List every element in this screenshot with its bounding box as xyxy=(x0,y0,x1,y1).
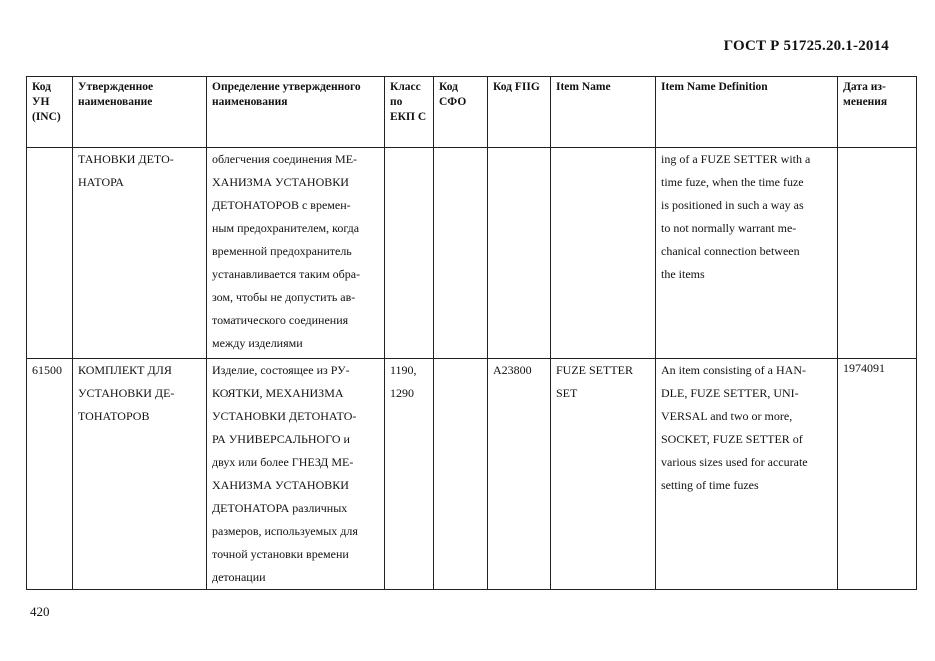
cell-definition xyxy=(207,148,385,359)
cell-item-name-definition xyxy=(656,148,838,359)
col-header-sfo: Код СФО xyxy=(434,77,488,148)
text-line: двух или более ГНЕЗД МЕ- xyxy=(212,455,354,469)
text-line: the items xyxy=(661,267,705,281)
text-line: детонации xyxy=(212,570,266,584)
classification-table xyxy=(26,76,917,590)
cell-class xyxy=(385,359,434,590)
text-line: УСТАНОВКИ ДЕ- xyxy=(78,386,175,400)
text-line: time fuze, when the time fuze xyxy=(661,175,804,189)
text-line: устанавливается таким обра- xyxy=(212,267,361,281)
cell-sfo xyxy=(434,148,488,359)
col-header-approved-name: Утвержденное наименование xyxy=(73,77,207,148)
text-line: An item consisting of a HAN- xyxy=(661,363,806,377)
text-line: FUZE SETTER xyxy=(556,363,633,377)
table-row xyxy=(27,359,917,590)
col-header-inc: Код УН (INC) xyxy=(27,77,73,148)
text-line: размеров, используемых для xyxy=(212,524,358,538)
text-line: VERSAL and two or more, xyxy=(661,409,793,423)
text-line: КОМПЛЕКТ ДЛЯ xyxy=(78,363,172,377)
col-header-fiig: Код FIIG xyxy=(488,77,551,148)
text-line: КОЯТКИ, МЕХАНИЗМА xyxy=(212,386,344,400)
text-line: various sizes used for accurate xyxy=(661,455,808,469)
text-line: setting of time fuzes xyxy=(661,478,759,492)
cell-sfo xyxy=(434,359,488,590)
page-number: 420 xyxy=(30,604,50,619)
text-line: между изделиями xyxy=(212,336,303,350)
text-line: ДЕТОНАТОРА различных xyxy=(212,501,348,515)
table-row xyxy=(27,148,917,359)
text-line: ДЕТОНАТОРОВ с времен- xyxy=(212,198,351,212)
change-date: 1974091 xyxy=(843,361,885,375)
text-line: ХАНИЗМА УСТАНОВКИ xyxy=(212,175,349,189)
text-line: chanical connection between xyxy=(661,244,800,258)
cell-change-date xyxy=(838,148,917,359)
text-line: ТАНОВКИ ДЕТО- xyxy=(78,152,174,166)
text-line: 1190, xyxy=(390,363,417,377)
cell-item-name-definition xyxy=(656,359,838,590)
text-line: УСТАНОВКИ ДЕТОНАТО- xyxy=(212,409,357,423)
col-header-change-date: Дата из-менения xyxy=(838,77,917,148)
cell-inc xyxy=(27,148,73,359)
cell-change-date xyxy=(838,359,917,590)
col-header-item-name-definition: Item Name Definition xyxy=(656,77,838,148)
text-line: томатического соединения xyxy=(212,313,349,327)
cell-definition xyxy=(207,359,385,590)
text-line: ТОНАТОРОВ xyxy=(78,409,150,423)
fiig-code: A23800 xyxy=(493,363,532,377)
text-line: SOCKET, FUZE SETTER of xyxy=(661,432,803,446)
text-line: НАТОРА xyxy=(78,175,124,189)
cell-item-name xyxy=(551,148,656,359)
cell-class xyxy=(385,148,434,359)
text-line: SET xyxy=(556,386,578,400)
text-line: is positioned in such a way as xyxy=(661,198,804,212)
text-line: to not normally warrant me- xyxy=(661,221,797,235)
cell-item-name xyxy=(551,359,656,590)
text-line: 1290 xyxy=(390,386,414,400)
cell-fiig xyxy=(488,148,551,359)
text-line: ing of a FUZE SETTER with a xyxy=(661,152,811,166)
text-line: Изделие, состоящее из РУ- xyxy=(212,363,350,377)
text-line: зом, чтобы не допустить ав- xyxy=(212,290,356,304)
cell-approved-name xyxy=(73,359,207,590)
col-header-class: Класс по ЕКП С xyxy=(385,77,434,148)
text-line: ным предохранителем, когда xyxy=(212,221,360,235)
inc-code: 61500 xyxy=(32,363,62,377)
text-line: точной установки времени xyxy=(212,547,349,561)
text-line: временной предохранитель xyxy=(212,244,352,258)
text-line: облегчения соединения МЕ- xyxy=(212,152,358,166)
table-header-row xyxy=(27,77,917,148)
standard-designation: ГОСТ Р 51725.20.1-2014 xyxy=(723,38,889,54)
text-line: ХАНИЗМА УСТАНОВКИ xyxy=(212,478,349,492)
cell-approved-name xyxy=(73,148,207,359)
text-line: DLE, FUZE SETTER, UNI- xyxy=(661,386,799,400)
col-header-item-name: Item Name xyxy=(551,77,656,148)
col-header-definition: Определение утвержденного наименования xyxy=(207,77,385,148)
text-line: РА УНИВЕРСАЛЬНОГО и xyxy=(212,432,350,446)
cell-fiig xyxy=(488,359,551,590)
cell-inc xyxy=(27,359,73,590)
